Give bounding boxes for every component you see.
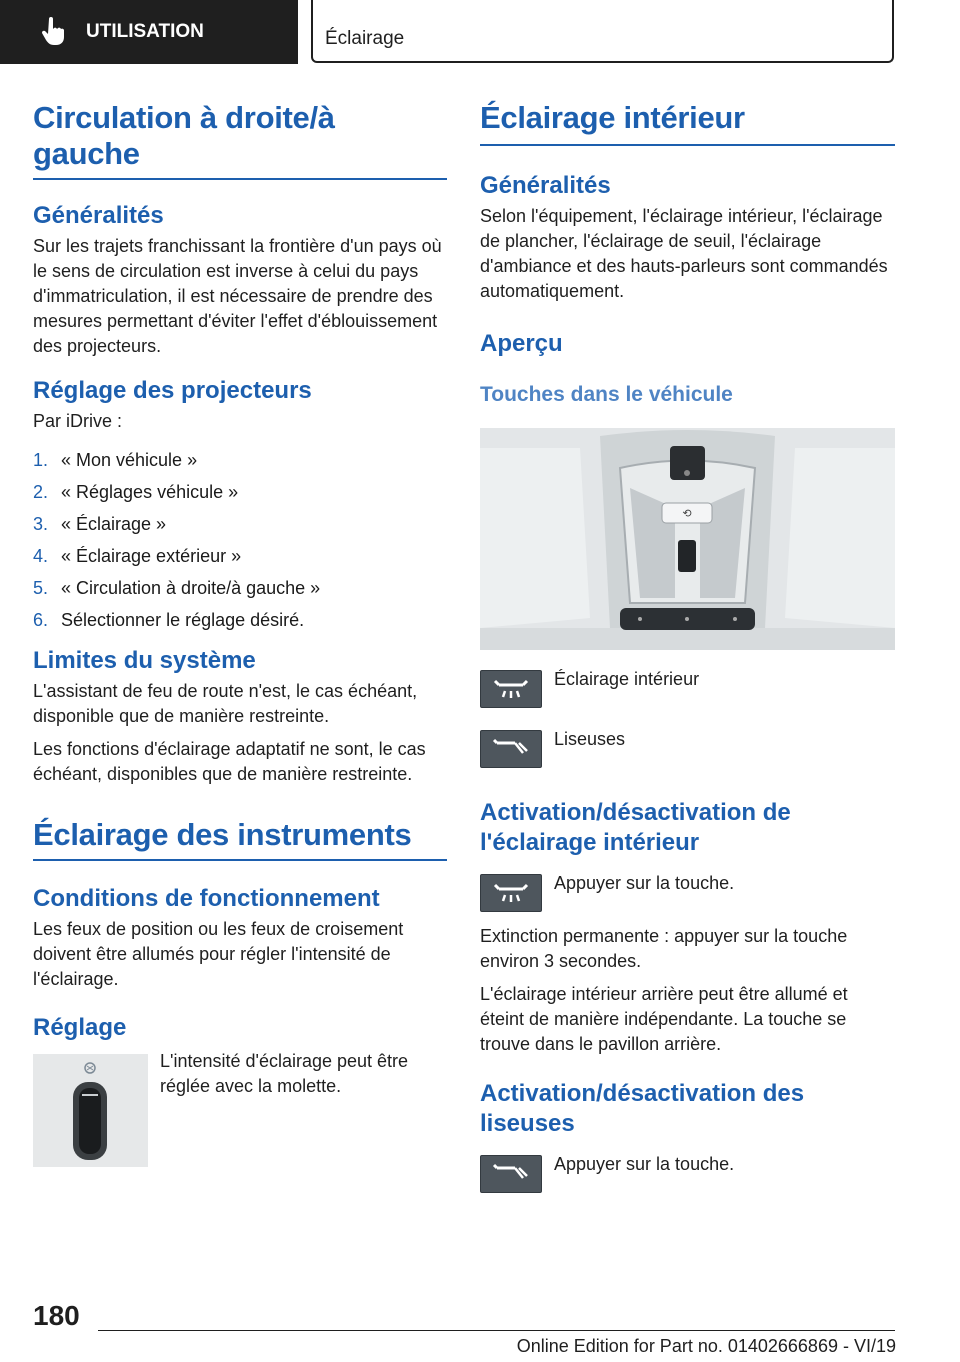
text-generalites-right: Selon l'équipement, l'éclairage intérieur, l'éclairage de plancher, l'éclairage de seuil, l'éclairage d'ambiance et des hauts-parleurs sont commandés automatiquement. <box>480 206 888 301</box>
heading-reglage: Réglage <box>33 1014 127 1041</box>
dimmer-wheel-icon <box>33 1054 148 1167</box>
text-reglage: L'intensité d'éclairage peut être réglée avec la molette. <box>160 1051 409 1096</box>
text-arriere: L'éclairage intérieur arrière peut être allumé et éteint de manière indépendante. La touche se trouve dans le pavillon arrière. <box>480 984 848 1054</box>
page-number: 180 <box>33 1300 80 1331</box>
reading-light-icon <box>480 1155 542 1193</box>
footer-divider <box>98 1330 895 1331</box>
left-column <box>33 100 447 1167</box>
roof-console-image <box>480 428 895 650</box>
list-item: 1. « Mon véhicule » <box>33 450 198 470</box>
hand-pointer-icon <box>40 17 66 47</box>
section-tab-label: UTILISATION <box>86 21 204 42</box>
text-extinction: Extinction permanente : appuyer sur la touche environ 3 secondes. <box>480 926 848 971</box>
key-row-interior <box>480 670 895 708</box>
key-row-liseuses <box>480 730 895 768</box>
heading-circulation: Circulation à droite/à gauche <box>33 100 447 180</box>
heading-generalites-right: Généralités <box>480 172 611 199</box>
roof-console-photo <box>480 428 895 650</box>
right-column <box>480 100 895 1193</box>
interior-light-icon <box>480 874 542 912</box>
reglage-row <box>33 1051 447 1167</box>
page-header-title: Éclairage <box>325 28 405 49</box>
key-label-interior: Éclairage intérieur <box>554 669 700 689</box>
key-row-activation-liseuses <box>480 1155 895 1193</box>
text-limites-2: Les fonctions d'éclairage adaptatif ne sont, le cas échéant, disponibles que de manière restreinte. <box>33 739 426 784</box>
text-limites-1: L'assistant de feu de route n'est, le cas échéant, disponible que de manière restreinte. <box>33 681 418 726</box>
text-conditions: Les feux de position ou les feux de croisement doivent être allumés pour régler l'intensité de l'éclairage. <box>33 919 404 989</box>
list-item: 2. « Réglages véhicule » <box>33 482 239 502</box>
key-label-liseuses: Liseuses <box>554 729 626 749</box>
dimmer-wheel-image <box>33 1054 148 1167</box>
heading-instruments: Éclairage des instruments <box>33 817 447 861</box>
list-item: 5. « Circulation à droite/à gauche » <box>33 578 321 598</box>
section-tab <box>0 0 298 64</box>
list-item: 3. « Éclairage » <box>33 514 167 534</box>
heading-conditions: Conditions de fonctionnement <box>33 885 380 912</box>
heading-activation-liseuses: Activation/désactivation des liseuses <box>480 1080 805 1137</box>
text-appuyer-2: Appuyer sur la touche. <box>554 1154 735 1174</box>
text-generalites-left: Sur les trajets franchissant la frontière d'un pays où le sens de circulation est inverse à celui du pays d'immatriculation, il est nécessaire de prendre des mesures permettant d'éviter l'effet d'éblouissement des projecteurs. <box>33 236 442 356</box>
page-header <box>311 0 894 63</box>
svg-text:⟲: ⟲ <box>682 508 692 520</box>
interior-light-icon <box>480 670 542 708</box>
heading-limites: Limites du système <box>33 647 256 674</box>
heading-apercu: Aperçu <box>480 330 563 357</box>
heading-generalites-left: Généralités <box>33 202 164 229</box>
heading-reglage-projecteurs: Réglage des projecteurs <box>33 377 312 404</box>
heading-eclairage-interieur: Éclairage intérieur <box>480 100 895 146</box>
list-item: 6. Sélectionner le réglage désiré. <box>33 610 305 630</box>
text-par-idrive: Par iDrive : <box>33 411 123 431</box>
key-row-activation-interior <box>480 874 895 912</box>
heading-activation-interieur: Activation/désactivation de l'éclairage intérieur <box>480 799 791 856</box>
list-item: 4. « Éclairage extérieur » <box>33 546 242 566</box>
heading-touches: Touches dans le véhicule <box>480 383 733 406</box>
reading-light-icon <box>480 730 542 768</box>
text-appuyer-1: Appuyer sur la touche. <box>554 873 735 893</box>
idrive-steps <box>33 448 447 633</box>
footer-edition: Online Edition for Part no. 01402666869 - VI/19 <box>516 1336 896 1356</box>
